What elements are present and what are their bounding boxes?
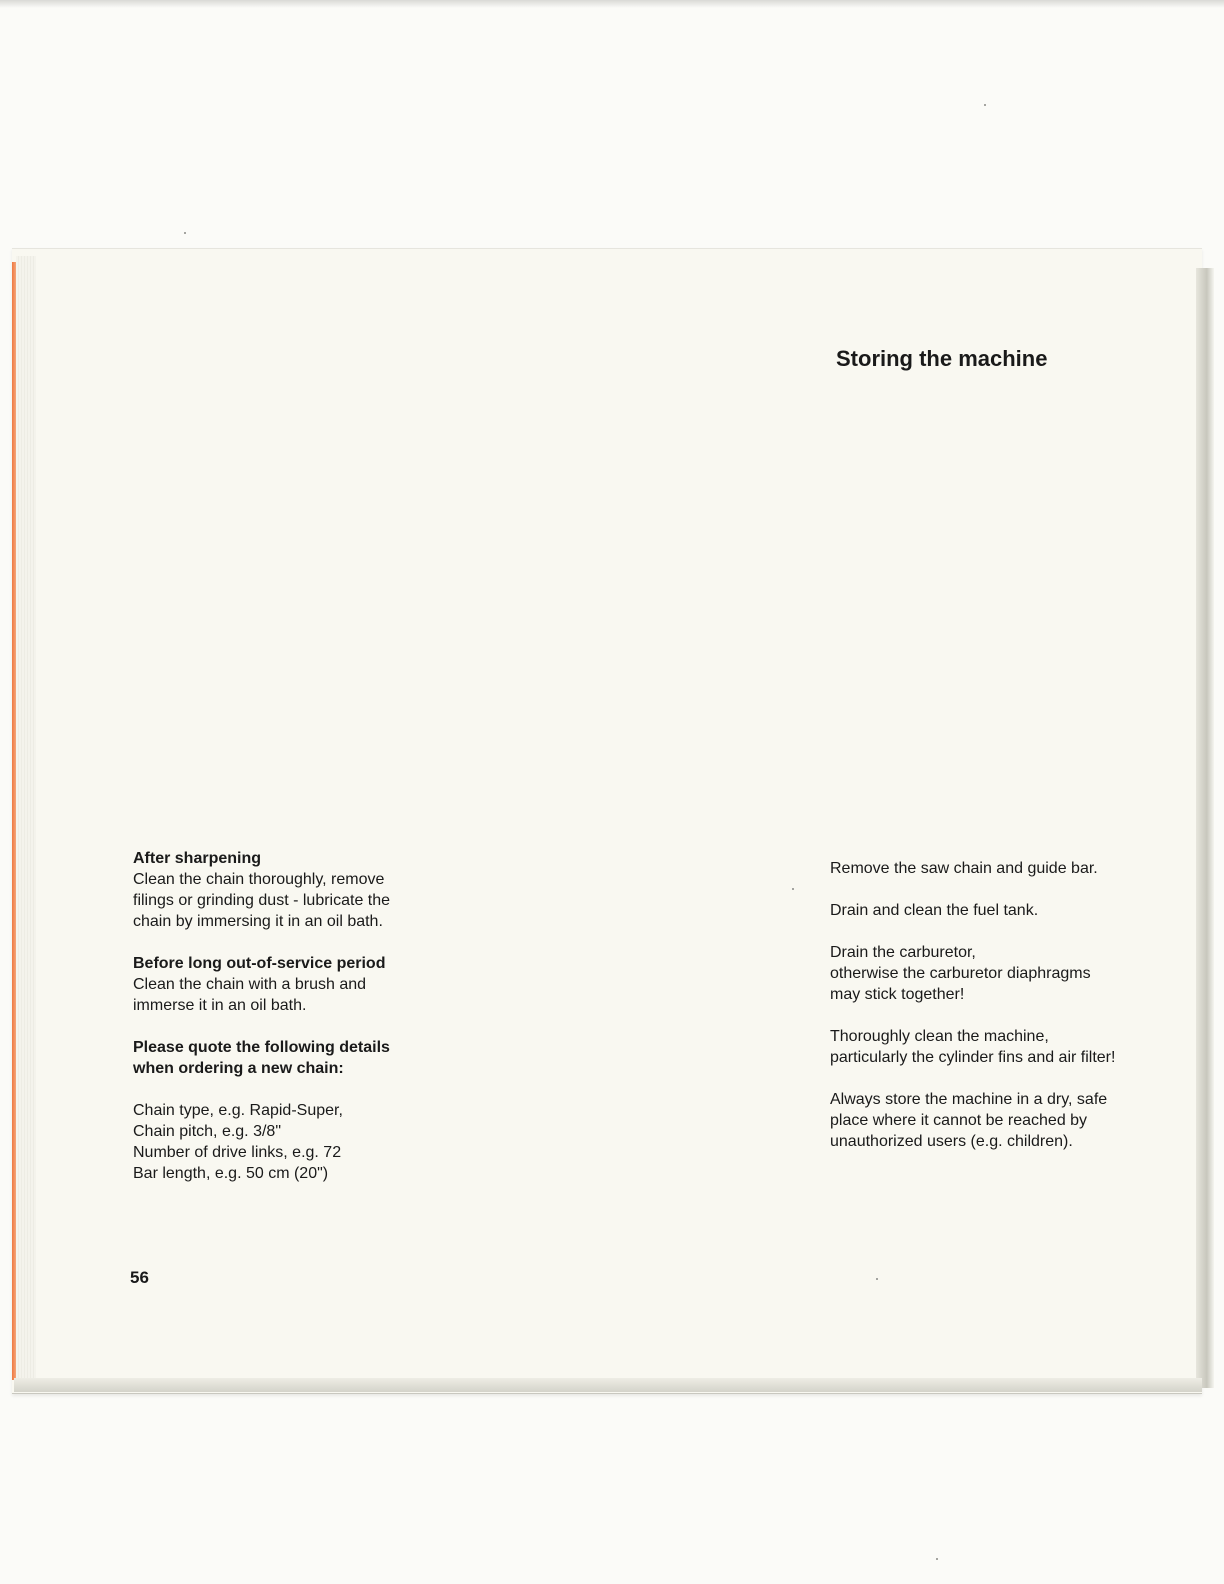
page-title: Storing the machine	[836, 346, 1048, 371]
section-body: Clean the chain with a brush and immerse it in an oil bath.	[133, 976, 367, 1014]
spec-drive-links: Number of drive links, e.g. 72	[133, 1144, 342, 1161]
instruction-item: Always store the machine in a dry, safe place where it cannot be reached by unauthorized users (e.g. children).	[830, 1091, 1108, 1150]
chain-care-column	[133, 848, 453, 1184]
scan-top-edge	[0, 0, 1224, 8]
instruction-item: Remove the saw chain and guide bar.	[830, 860, 1098, 877]
spec-bar-length: Bar length, e.g. 50 cm (20")	[133, 1165, 329, 1182]
booklet-spread	[12, 248, 1202, 1394]
scan-speck	[936, 1558, 938, 1560]
scan-speck	[984, 104, 986, 106]
orange-cover-edge	[12, 262, 16, 1380]
chain-spec-list	[133, 1100, 453, 1184]
after-sharpening-section	[133, 848, 453, 932]
spec-chain-pitch: Chain pitch, e.g. 3/8"	[133, 1123, 281, 1140]
scan-speck	[792, 888, 794, 890]
page-stack-edge	[16, 256, 36, 1382]
instruction-item: Thoroughly clean the machine, particularly the cylinder fins and air filter!	[830, 1028, 1116, 1066]
ordering-section	[133, 1037, 453, 1079]
page-number: 56	[130, 1268, 149, 1287]
scan-speck	[184, 232, 186, 234]
section-body: Clean the chain thoroughly, remove filings or grinding dust - lubricate the chain by immersing it in an oil bath.	[133, 871, 391, 930]
section-heading: After sharpening	[133, 850, 262, 867]
spec-chain-type: Chain type, e.g. Rapid-Super,	[133, 1102, 343, 1119]
binding-shadow	[1196, 268, 1214, 1388]
storage-instructions	[830, 858, 1170, 1173]
section-heading: Please quote the following details when ordering a new chain:	[133, 1039, 390, 1077]
scan-speck	[876, 1278, 878, 1280]
page-bottom-edge	[14, 1378, 1202, 1392]
section-heading: Before long out-of-service period	[133, 955, 386, 972]
instruction-item: Drain the carburetor, otherwise the carburetor diaphragms may stick together!	[830, 944, 1091, 1003]
instruction-item: Drain and clean the fuel tank.	[830, 902, 1039, 919]
out-of-service-section	[133, 953, 453, 1016]
